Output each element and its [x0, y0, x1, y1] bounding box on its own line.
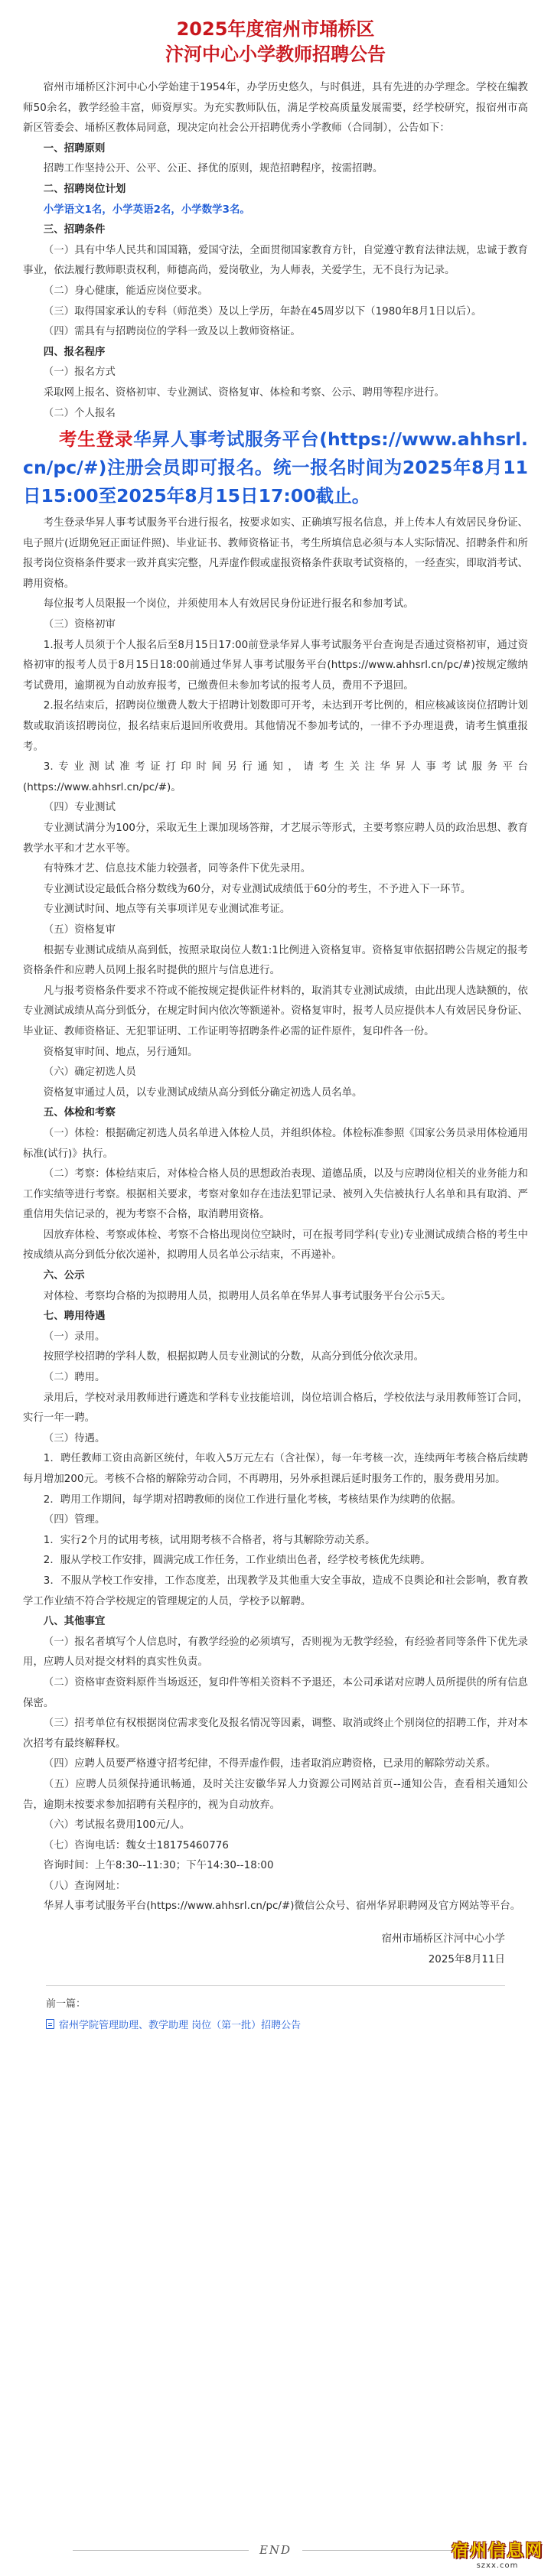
publicity-paragraph: 对体检、考察均合格的为拟聘用人员，拟聘用人员名单在华昇人事考试服务平台公示5天。: [43, 1290, 452, 1302]
end-text: END: [259, 2543, 292, 2557]
other-paragraph-4: （四）应聘人员要严格遵守招考纪律，不得弄虚作假，违者取消应聘资格，已录用的解除劳动关系。: [43, 1758, 497, 1770]
section-heading-exam: 五、体检和考察: [43, 1107, 116, 1119]
watermark-domain: szxx.com: [476, 2561, 519, 2570]
highlight-red: 考生登录: [59, 428, 134, 451]
recheck-paragraph-2: 凡与报考资格条件要求不符或不能按规定提供证件材料的，取消其专业测试成绩，由此出现人选缺额的，依专业测试成绩从高分到低分，在规定时间内依次等额递补。资格复审时，报考人员应提供本人有效居民身份证、毕业证、教师资格证、无犯罪证明、工作证明等招聘条件必需的证件原件，复印件各一份。: [23, 985, 528, 1037]
section-heading-plan: 二、招聘岗位计划: [43, 183, 126, 195]
section-heading-registration: 四、报名程序: [43, 346, 106, 358]
employ-paragraph-2: 录用后，学校对录用教师进行遴选和学科专业技能培训，岗位培训合格后，学校依法与录用教师签订合同，实行一年一聘。: [23, 1392, 528, 1425]
recheck-paragraph-3: 资格复审时间、地点，另行通知。: [43, 1046, 198, 1058]
test-paragraph-2: 有特殊才艺、信息技术能力较强者，同等条件下优先录用。: [43, 863, 311, 875]
exam-paragraph-3: 因放弃体检、考察或体检、考察不合格出现岗位空缺时，可在报考同学科(专业)专业测试成绩合格的考生中按成绩从高分到低分依次递补，拟聘用人员名单公示结束，不再递补。: [23, 1229, 528, 1262]
exam-paragraph-1: （一）体检：根据确定初选人员名单进入体检人员，并组织体检。体检标准参照《国家公务员录用体检通用标准(试行)》执行。: [23, 1127, 528, 1160]
prev-article-link[interactable]: [46, 2017, 505, 2031]
page-title: [23, 17, 528, 67]
condition-2: （二）身心健康，能适应岗位要求。: [43, 285, 208, 297]
plan-text: 小学语文1名，小学英语2名，小学数学3名。: [43, 204, 250, 216]
other-paragraph-5: （五）应聘人员须保持通讯畅通，及时关注安徽华昇人力资源公司网站首页--通知公告，查看相关通知公告，逾期未按要求参加招聘有关程序的，视为自动放弃。: [23, 1778, 528, 1811]
employ-paragraph-1: 按照学校招聘的学科人数，根据拟聘人员专业测试的分数，从高分到低分依次录用。: [43, 1351, 425, 1363]
test-paragraph-1: 专业测试满分为100分，采取无生上课加现场答辩，才艺展示等形式，主要考察应聘人员的政治思想、教育教学水平和才艺水平等。: [23, 822, 528, 855]
other-paragraph-6: （六）考试报名费用100元/人。: [43, 1819, 191, 1832]
end-line-left: [73, 2550, 249, 2551]
signature-org: 宿州市埇桥区汴河中心小学: [381, 1933, 505, 1946]
employ-sub-hire: （一）录用。: [43, 1330, 106, 1343]
contact-hours: 咨询时间：上午8:30--11:30；下午14:30--18:00: [43, 1860, 274, 1872]
watermark-logo-text: 宿州信息网: [451, 2542, 543, 2561]
employ-paragraph-3: 1．聘任教师工资由高新区统付，年收入5万元左右（含社保），每一年考核一次，连续两年考核合格后续聘每月增加200元。考核不合格的解除劳动合同，不再聘用，另外承担课后延时服务工作的，服务费用另加。: [23, 1453, 528, 1485]
recheck-paragraph-1: 根据专业测试成绩从高到低，按照录取岗位人数1:1比例进入资格复审。资格复审依据招聘公告规定的报考资格条件和应聘人员网上报名时提供的照片与信息进行。: [23, 944, 528, 977]
shortlist-paragraph: 资格复审通过人员，以专业测试成绩从高分到低分确定初选人员名单。: [43, 1086, 363, 1099]
prev-article-label: 前一篇：: [46, 1998, 86, 2011]
intro-paragraph: 宿州市埇桥区汴河中心小学始建于1954年，办学历史悠久，与时俱进，具有先进的办学理念。学校在编教师50余名，教学经验丰富，师资厚实。为充实教师队伍，满足学校高质量发展需要，经学校研究，报宿州市高新区管委会、埇桥区教体局同意，现决定向社会公开招聘优秀小学教师（合同制），公告如下：: [23, 82, 528, 135]
section-heading-conditions: 三、招聘条件: [43, 224, 106, 236]
reg-sub-shortlist: （六）确定初选人员: [43, 1067, 136, 1079]
signature-date: 2025年8月11日: [428, 1953, 505, 1965]
title-line-1: 2025年度宿州市埇桥区: [176, 18, 375, 40]
other-paragraph-1: （一）报名者填写个人信息时，有教学经验的必须填写，否则视为无教学经验，有经验者同等条件下优先录用，应聘人员对提交材料的真实性负责。: [23, 1636, 528, 1669]
test-paragraph-3: 专业测试设定最低合格分数线为60分，对专业测试成绩低于60分的考生，不予进入下一环节。: [43, 883, 471, 895]
condition-4: （四）需具有与招聘岗位的学科一致及以上教师资格证。: [43, 326, 301, 338]
review-paragraph-2: 2.报名结束后，招聘岗位缴费人数大于招聘计划数即可开考，未达到开考比例的，相应核减该岗位招聘计划数或取消该招聘岗位，报名结束后退回所收费用。其他情况不参加考试的，一律不予办理退费，请考生慎重报考。: [23, 700, 528, 753]
signature-block: [23, 1930, 528, 1970]
employ-sub-management: （四）管理。: [43, 1514, 106, 1526]
reg-paragraph-1: 考生登录华昇人事考试服务平台进行报名，按要求如实、正确填写报名信息，并上传本人有效居民身份证、电子照片(近期免冠正面证件照)、毕业证书、教师资格证书，考生所填信息必须与本人实际情况、招聘条件和所报考岗位资格条件要求一致并真实完整，凡弄虚作假或虚报资格条件获取考试资格的，一经查实，即取消考试、聘用资格。: [23, 517, 528, 590]
section-heading-other: 八、其他事宜: [43, 1616, 106, 1628]
employ-paragraph-6: 2．服从学校工作安排，圆满完成工作任务，工作业绩出色者，经学校考核优先续聘。: [43, 1555, 431, 1567]
employ-paragraph-4: 2．聘用工作期间，每学期对招聘教师的岗位工作进行量化考核，考核结果作为续聘的依据。: [43, 1493, 461, 1506]
other-paragraph-3: （三）招考单位有权根据岗位需求变化及报名情况等因素，调整、取消或终止个别岗位的招聘工作，并对本次招考有最终解释权。: [23, 1718, 528, 1750]
exam-paragraph-2: （二）考察：体检结束后，对体检合格人员的思想政治表现、道德品质，以及与应聘岗位相关的业务能力和工作实绩等进行考察。根据相关要求，考察对象如存在违法犯罪记录、被列入失信被执行人名单和具有取消、严重信用失信记录的，视为考察不合格，取消聘用资格。: [23, 1168, 528, 1221]
reg-sub-method: （一）报名方式: [43, 366, 116, 379]
reg-sub-review: （三）资格初审: [43, 619, 116, 631]
prev-article-title[interactable]: 宿州学院管理助理、教学助理 岗位（第一批）招聘公告: [59, 2020, 302, 2032]
reg-sub-recheck: （五）资格复审: [43, 923, 116, 936]
reg-sub-test: （四）专业测试: [43, 802, 116, 814]
reg-sub-personal: （二）个人报名: [43, 407, 116, 419]
other-paragraph-2: （二）资格审查资料原件当场返还，复印件等相关资料不予退还，本公司承诺对应聘人员所提供的所有信息保密。: [23, 1676, 528, 1709]
query-paragraph: 华昇人事考试服务平台(https://www.ahhsrl.cn/pc/#)微信公众号、宿州华昇职聘网及官方网站等平台。: [43, 1900, 521, 1913]
principle-text: 招聘工作坚持公开、公平、公正、择优的原则，规范招聘程序，按需招聘。: [43, 163, 383, 175]
footer-divider: [46, 1985, 505, 1986]
query-label: （八）查询网址：: [43, 1880, 126, 1892]
highlight-blue: 华昇人事考试服务平台(https://www.ahhsrl.cn/pc/#)注册会员即可报名。统一报名时间为2025年8月11日15:00至2025年8月15日17:00截止。: [23, 428, 528, 507]
article-body: [23, 78, 528, 1970]
reg-paragraph-2: 每位报考人员限报一个岗位，并须使用本人有效居民身份证进行报名和参加考试。: [43, 598, 414, 611]
title-line-2: 汴河中心小学教师招聘公告: [165, 44, 386, 65]
review-paragraph-1: 1.报考人员须于个人报名后至8月15日17:00前登录华昇人事考试服务平台查询是否通过资格初审，通过资格初审的报考人员于8月15日18:00前通过华昇人事考试服务平台(https://www.ahhsrl.cn/pc/#)按规定缴纳考试费用，逾期视为自动放弃报考，已缴费但未参加考试的报考人员，费用不予退回。: [23, 639, 528, 692]
review-paragraph-3: 3.专业测试准考证打印时间另行通知，请考生关注华昇人事考试服务平台(https://www.ahhsrl.cn/pc/#)。: [23, 761, 528, 793]
employ-sub-benefits: （三）待遇。: [43, 1432, 106, 1444]
reg-method-text: 采取网上报名、资格初审、专业测试、资格复审、体检和考察、公示、聘用等程序进行。: [43, 386, 445, 399]
employ-sub-appoint: （二）聘用。: [43, 1372, 106, 1384]
section-heading-employment: 七、聘用待遇: [43, 1311, 106, 1323]
test-paragraph-4: 专业测试时间、地点等有关事项详见专业测试准考证。: [43, 904, 291, 916]
condition-1: （一）具有中华人民共和国国籍，爱国守法，全面贯彻国家教育方针，自觉遵守教育法律法规，忠诚于教育事业，依法履行教师职责权利，师德高尚，爱岗敬业，为人师表，关爱学生，无不良行为记录。: [23, 244, 528, 277]
site-watermark: [452, 2542, 543, 2571]
section-heading-principle: 一、招聘原则: [43, 142, 106, 155]
contact-phone: （七）咨询电话：魏女士18175460776: [43, 1839, 229, 1851]
document-icon: [46, 2019, 54, 2029]
employ-paragraph-7: 3．不服从学校工作安排，工作态度差，出现教学及其他重大安全事故，造成不良舆论和社会影响，教育教学工作业绩不符合学校规定的管理规定的人员，学校予以解聘。: [23, 1575, 528, 1607]
registration-highlight: [23, 425, 528, 510]
section-heading-publicity: 六、公示: [43, 1270, 85, 1282]
employ-paragraph-5: 1．实行2个月的试用考核，试用期考核不合格者，将与其解除劳动关系。: [43, 1534, 376, 1546]
condition-3: （三）取得国家承认的专科（师范类）及以上学历，年龄在45周岁以下（1980年8月1日以后）。: [43, 305, 482, 318]
